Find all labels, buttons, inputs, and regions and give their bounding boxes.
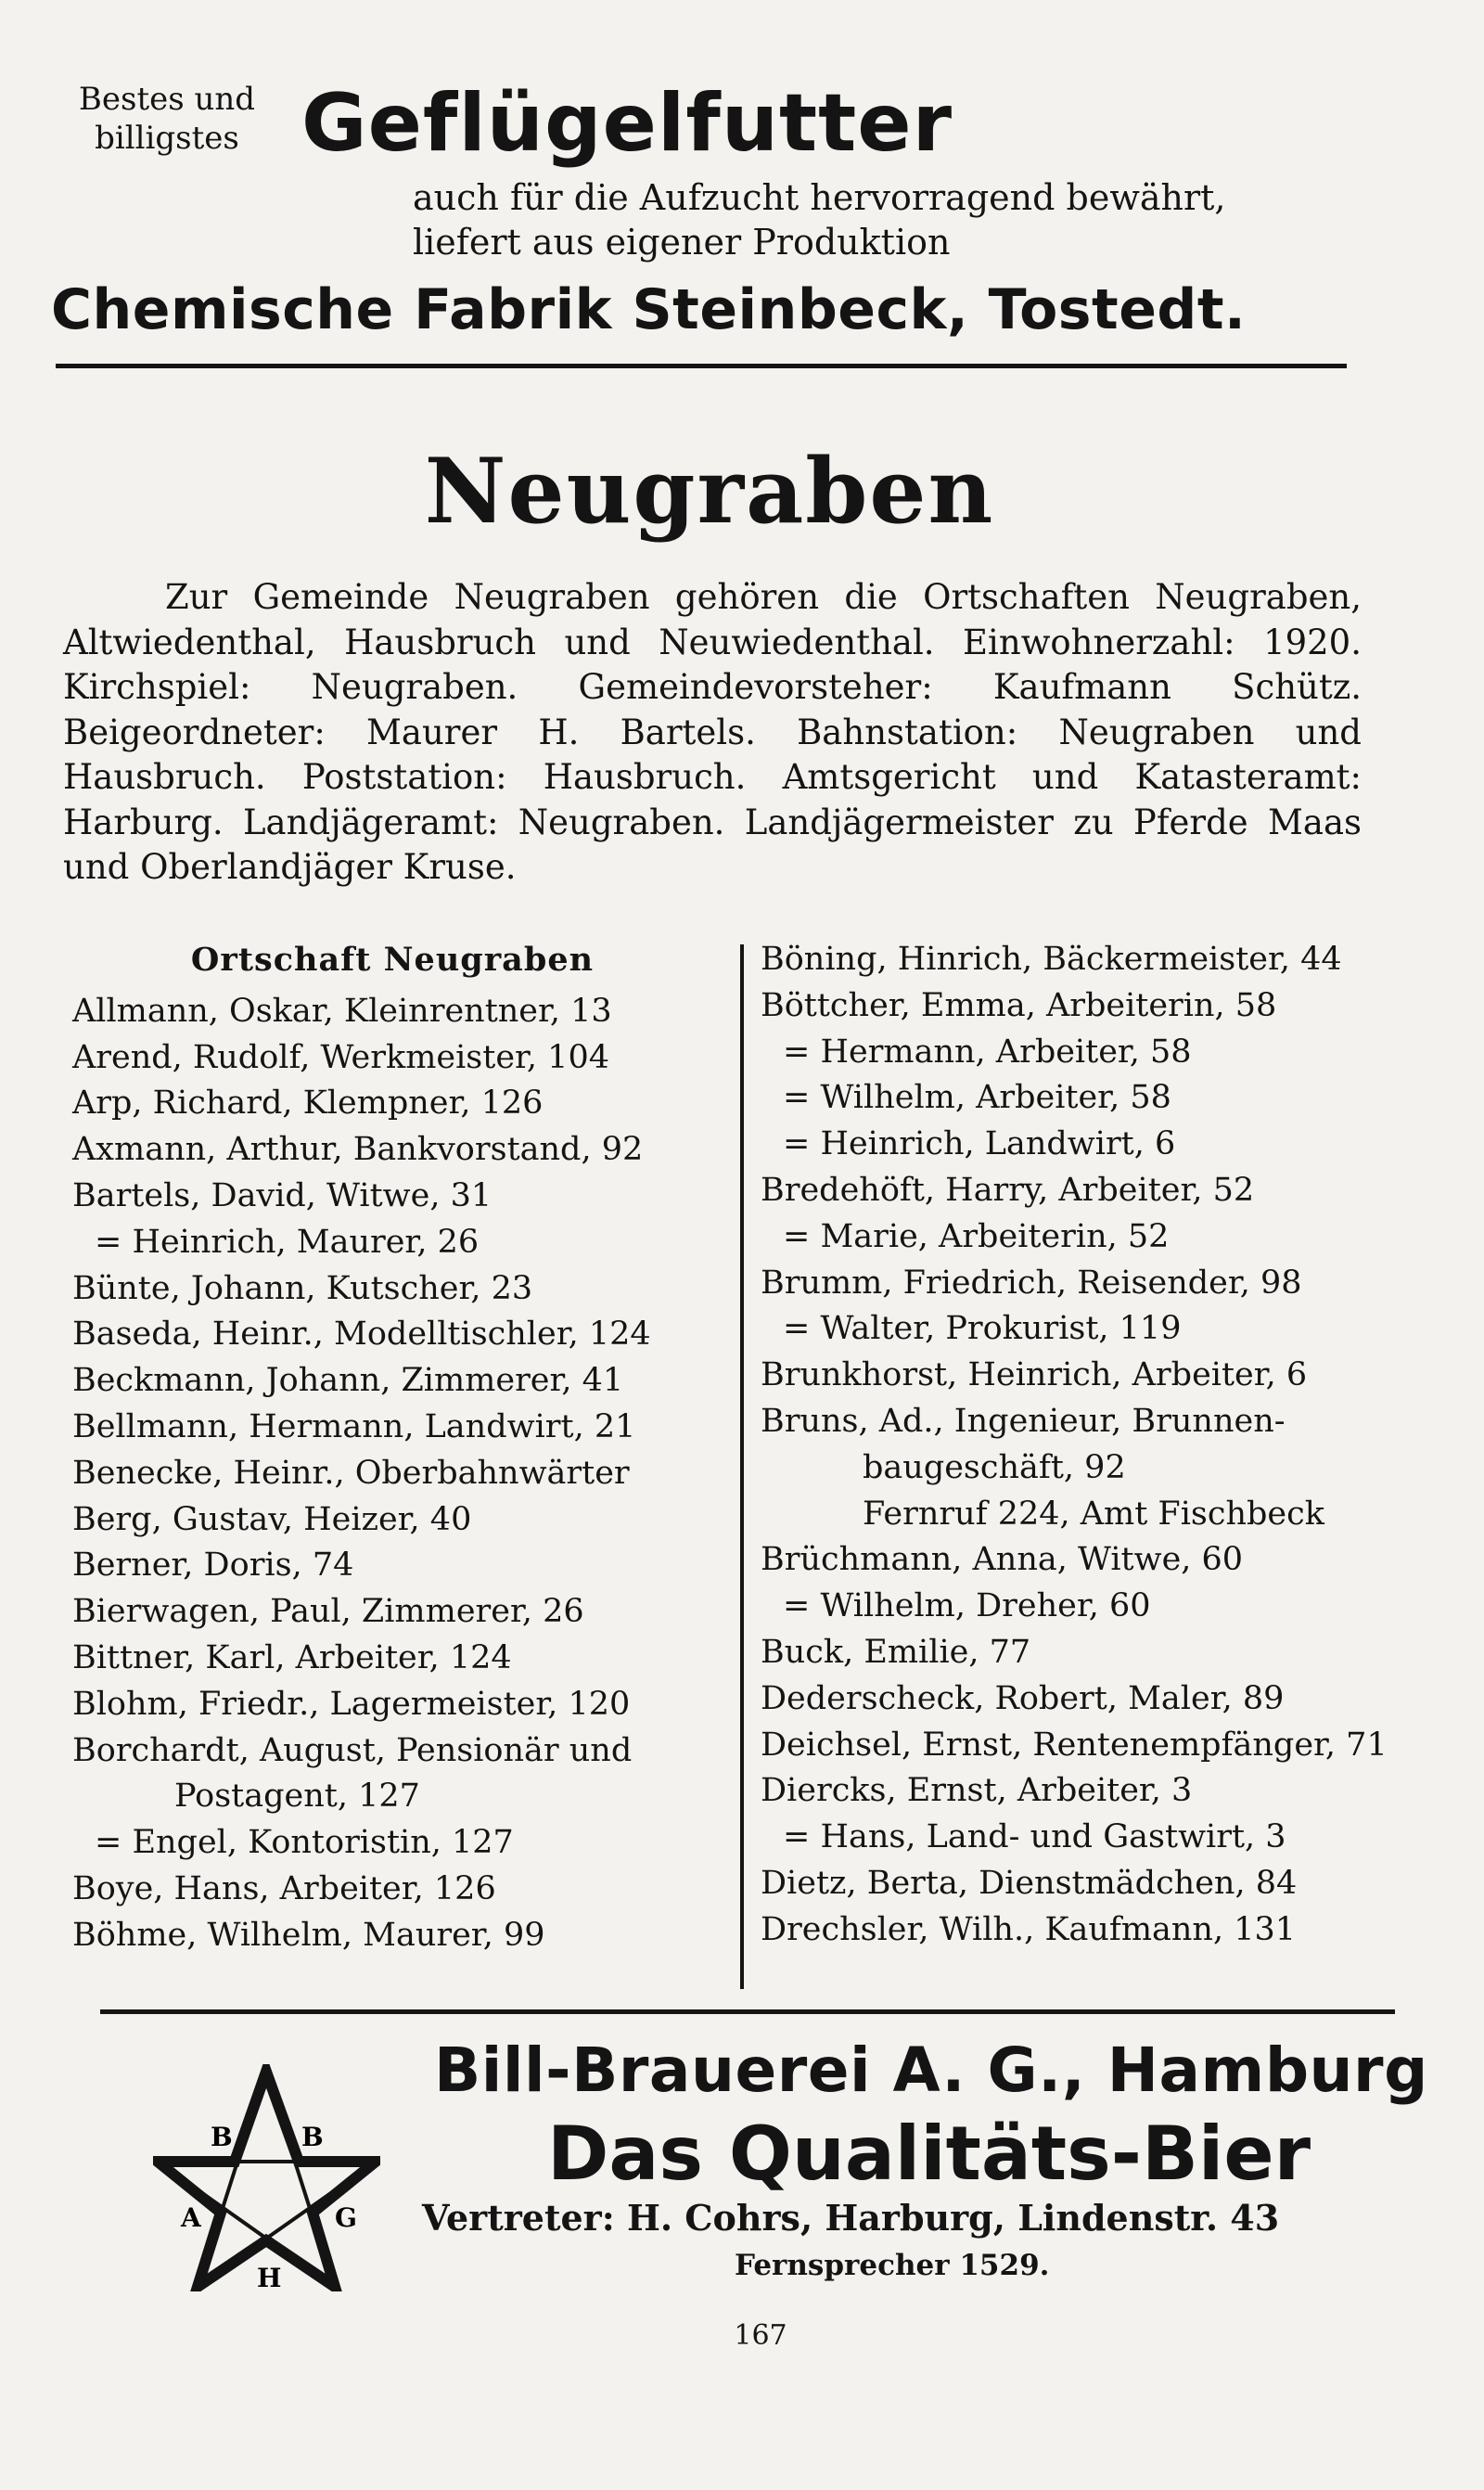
- list-item: Bierwagen, Paul, Zimmerer, 26: [72, 1593, 584, 1631]
- list-item: Arp, Richard, Klempner, 126: [72, 1085, 544, 1123]
- list-item: Beckmann, Johann, Zimmerer, 41: [72, 1362, 624, 1400]
- logo-letter-b-right: B: [301, 2122, 324, 2152]
- ad-product-name: Geflügelfutter: [301, 77, 953, 170]
- list-item: Arend, Rudolf, Werkmeister, 104: [72, 1038, 609, 1076]
- list-item: Bünte, Johann, Kutscher, 23: [72, 1269, 533, 1307]
- list-item: Borchardt, August, Pensionär und: [72, 1731, 633, 1769]
- ad-tagline-2: liefert aus eigener Produktion: [413, 222, 951, 263]
- list-item: = Walter, Prokurist, 119: [783, 1310, 1182, 1348]
- list-item-continuation: Fernruf 224, Amt Fischbeck: [863, 1495, 1324, 1533]
- list-item: Bredehöft, Harry, Arbeiter, 52: [761, 1171, 1255, 1209]
- list-item: Berner, Doris, 74: [72, 1547, 354, 1585]
- poultry-feed-advertisement: [51, 72, 1350, 379]
- ad-pretext: [51, 80, 283, 158]
- list-item: Bartels, David, Witwe, 31: [72, 1176, 493, 1214]
- page-title: Neugraben: [424, 439, 995, 544]
- list-item: Berg, Gustav, Heizer, 40: [72, 1500, 472, 1538]
- list-item: Diercks, Ernst, Arbeiter, 3: [761, 1772, 1193, 1810]
- brewery-slogan: Das Qualitäts-Bier: [547, 2111, 1311, 2197]
- list-item: Dietz, Berta, Dienstmädchen, 84: [761, 1864, 1298, 1902]
- page-number: 167: [734, 2319, 787, 2352]
- list-item: Böhme, Wilhelm, Maurer, 99: [72, 1916, 545, 1954]
- ad-tagline-1: auch für die Aufzucht hervorragend bewährt,: [413, 177, 1226, 218]
- list-item: Dederscheck, Robert, Maler, 89: [761, 1679, 1285, 1717]
- list-item: Brüchmann, Anna, Witwe, 60: [761, 1541, 1244, 1579]
- logo-letter-g: G: [335, 2202, 357, 2233]
- intro-paragraph: Zur Gemeinde Neugraben gehören die Ortschaften Neugraben, Altwiedenthal, Hausbruch und Neuwiedenthal. Einwohnerzahl: 1920. Kirchspiel: Neugraben. Gemeindevorsteher: Kaufmann Schütz. Beigeordneter: Maurer H. Bartels. Bahnstation: Neugraben und Hausbruch. Poststation: Hausbruch. Amtsgericht und Katasteramt: Harburg. Landjägeramt: Neugraben. Landjägermeister zu Pferde Maas und Oberlandjäger Kruse.: [63, 577, 1362, 887]
- bottom-divider-rule: [100, 2009, 1395, 2014]
- brewery-phone: Fernsprecher 1529.: [735, 2249, 1050, 2282]
- brewery-name: Bill-Brauerei A. G., Hamburg: [434, 2034, 1428, 2106]
- list-item: Benecke, Heinr., Oberbahnwärter: [72, 1454, 630, 1492]
- ad-pretext-line-1: Bestes und: [78, 81, 256, 118]
- list-item: Baseda, Heinr., Modelltischler, 124: [72, 1316, 651, 1354]
- list-item: = Marie, Arbeiterin, 52: [783, 1217, 1170, 1255]
- list-item: Allmann, Oskar, Kleinrentner, 13: [72, 992, 612, 1030]
- list-item: = Engel, Kontoristin, 127: [95, 1824, 514, 1862]
- list-item: Brumm, Friedrich, Reisender, 98: [761, 1264, 1302, 1302]
- pentagram-inner-icon: [158, 2072, 376, 2287]
- logo-letter-h: H: [257, 2263, 282, 2291]
- list-item: = Hans, Land- und Gastwirt, 3: [783, 1818, 1286, 1856]
- list-item: Bittner, Karl, Arbeiter, 124: [72, 1638, 512, 1676]
- list-item: Böning, Hinrich, Bäckermeister, 44: [761, 941, 1342, 978]
- logo-letter-b-left: B: [211, 2122, 233, 2152]
- list-item: Boye, Hans, Arbeiter, 126: [72, 1869, 496, 1907]
- list-item: Brunkhorst, Heinrich, Arbeiter, 6: [761, 1356, 1308, 1394]
- list-item: Bruns, Ad., Ingenieur, Brunnen-: [761, 1402, 1286, 1440]
- list-item: = Hermann, Arbeiter, 58: [783, 1033, 1192, 1071]
- list-item: Bellmann, Hermann, Landwirt, 21: [72, 1407, 636, 1445]
- list-item: = Heinrich, Maurer, 26: [95, 1223, 480, 1261]
- brewery-representative: Vertreter: H. Cohrs, Harburg, Lindenstr. 43: [422, 2197, 1280, 2239]
- column-heading: Ortschaft Neugraben: [190, 941, 595, 979]
- list-item: = Wilhelm, Arbeiter, 58: [783, 1079, 1171, 1117]
- list-item: Drechsler, Wilh., Kaufmann, 131: [761, 1910, 1297, 1948]
- list-item: Böttcher, Emma, Arbeiterin, 58: [761, 986, 1277, 1024]
- left-column: [72, 937, 712, 1959]
- logo-letter-a: A: [181, 2202, 201, 2233]
- top-divider-rule: [56, 364, 1347, 368]
- list-item: Deichsel, Ernst, Rentenempfänger, 71: [761, 1726, 1388, 1764]
- ad-pretext-line-2: billigstes: [95, 120, 239, 157]
- list-item: = Wilhelm, Dreher, 60: [783, 1587, 1151, 1625]
- list-item-continuation: Postagent, 127: [174, 1778, 420, 1816]
- column-divider: [740, 944, 744, 1989]
- list-item: = Heinrich, Landwirt, 6: [783, 1125, 1176, 1163]
- brewery-star-logo: [153, 2064, 380, 2291]
- list-item-continuation: baugeschäft, 92: [863, 1448, 1126, 1486]
- list-item: Axmann, Arthur, Bankvorstand, 92: [72, 1131, 644, 1169]
- pentagram-icon: [158, 2072, 376, 2287]
- right-column: [761, 937, 1410, 1954]
- list-item: Buck, Emilie, 77: [761, 1633, 1031, 1671]
- list-item: Blohm, Friedr., Lagermeister, 120: [72, 1685, 631, 1723]
- ad-company-name: Chemische Fabrik Steinbeck, Tostedt.: [51, 277, 1247, 342]
